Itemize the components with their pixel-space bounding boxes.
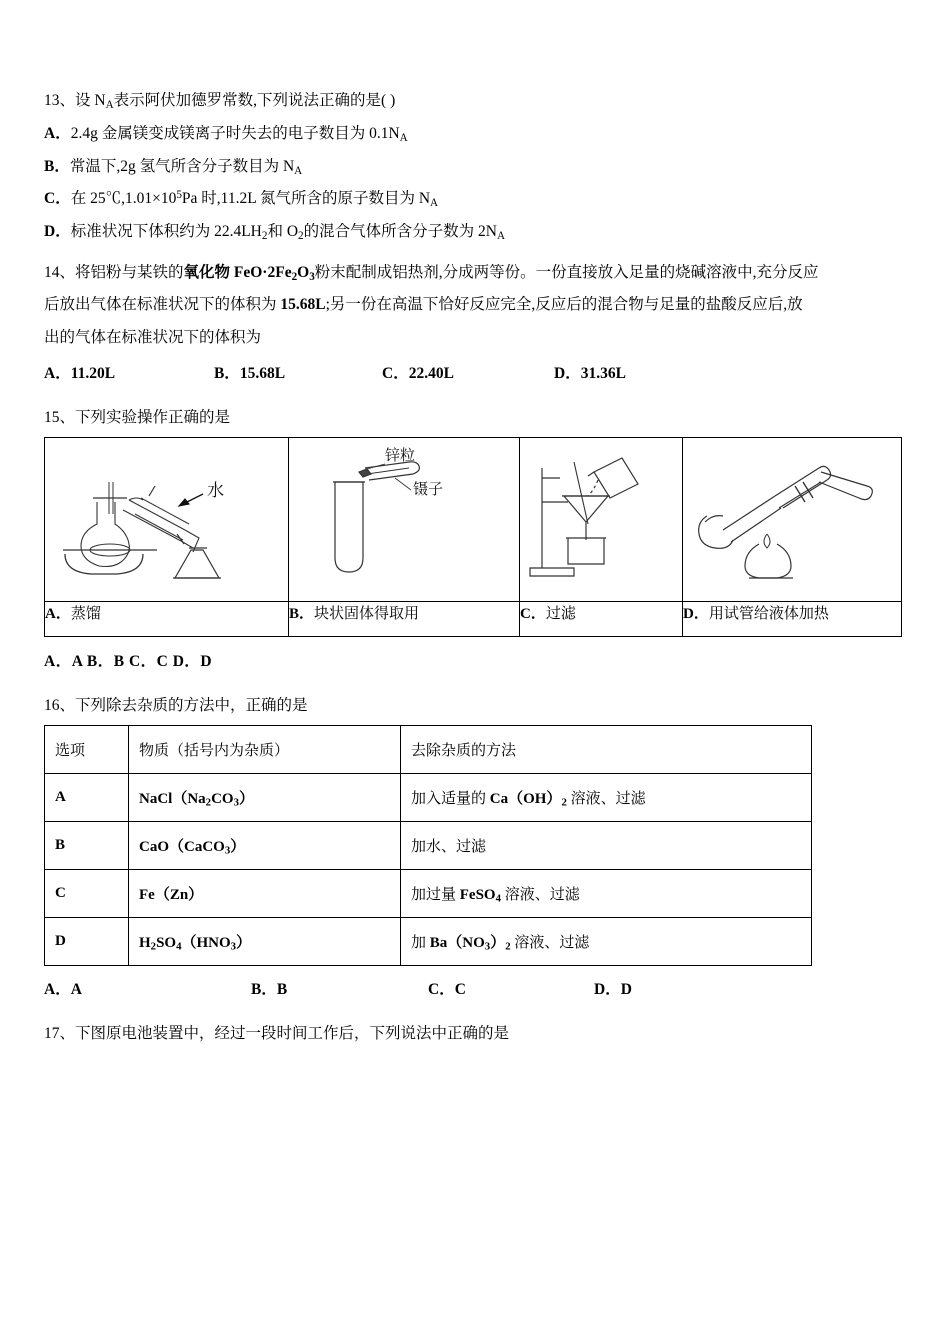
q15-answer-line: A．A B．B C．C D．D xyxy=(44,652,213,670)
q16-header-method: 去除杂质的方法 xyxy=(401,725,812,773)
q16-answers xyxy=(44,977,906,999)
water-annotation: 水 xyxy=(207,480,224,500)
q14-text-4: ;另一份在高温下恰好反应完全,反应后的混合物与足量的盐酸反应后,放 xyxy=(325,296,803,314)
q15-figure-cell-a xyxy=(45,437,289,601)
q14-text-3: 后放出气体在标准状况下的体积为 xyxy=(44,296,281,314)
table-row xyxy=(45,917,812,965)
q13-option-a-letter: A． xyxy=(44,124,71,142)
q16-table xyxy=(44,725,812,966)
q16-row-c-option: C xyxy=(45,869,129,917)
q16-row-a-option: A xyxy=(45,773,129,821)
q15-label-c xyxy=(520,601,683,636)
q15-label-row xyxy=(45,601,902,636)
q17-stem: 17、下图原电池装置中，经过一段时间工作后，下列说法中正确的是 xyxy=(44,1024,510,1042)
q14-answer-c: C．22.40L xyxy=(382,364,454,382)
q13-option-c-exp: 5 xyxy=(176,189,182,202)
q16-row-a-substance: $NaCl(Na_2CO_3)$ xyxy=(129,773,401,821)
q14-volume-value: 15.68L xyxy=(280,296,326,314)
q13-option-a-text: 2.4g 金属镁变成镁离子时失去的电子数目为 0.1N xyxy=(70,124,400,142)
q15-label-c-text: 过滤 xyxy=(545,605,576,622)
heating-testtube-figure xyxy=(683,438,901,601)
page-content xyxy=(44,88,906,1043)
table-row xyxy=(45,869,812,917)
q16-header-option: 选项 xyxy=(45,725,129,773)
q14-answer-b: B．15.68L xyxy=(214,364,286,382)
q16-row-d-option: D xyxy=(45,917,129,965)
zinc-granule-annotation: 锌粒 xyxy=(385,447,416,464)
q16-answer-c: C．C xyxy=(428,980,466,998)
q13-option-c-text-1: 在 25℃,1.01×10 xyxy=(70,190,177,208)
q15-label-a-letter: A． xyxy=(45,605,71,622)
q16-header-row xyxy=(45,725,812,773)
q15-label-b-letter: B． xyxy=(289,605,315,622)
q15-label-a-text: 蒸馏 xyxy=(70,605,101,622)
q15-label-b-text: 块状固体得取用 xyxy=(314,605,420,622)
q15-label-d-letter: D． xyxy=(683,605,709,622)
q14-line-1: 14、将铝粉与某铁的氧化物 $FeO\cdot 2Fe_2O_3$粉末配制成铝热剂,分成两等份。一份直接放入足量的烧碱溶液中,充分反应 xyxy=(44,263,819,283)
q15-label-d-text: 用试管给液体加热 xyxy=(708,605,829,622)
q14-answer-d: D．31.36L xyxy=(554,364,626,382)
q13-stem-b: 表示阿伏加德罗常数,下列说法正确的是( ) xyxy=(113,92,396,109)
q16-header-substance: 物质（括号内为杂质） xyxy=(129,725,401,773)
q14-text-1: 将铝粉与某铁的 xyxy=(75,263,184,281)
distillation-apparatus-svg xyxy=(45,438,286,601)
table-row xyxy=(45,821,812,869)
q15-figure-cell-d xyxy=(683,437,902,601)
table-row xyxy=(45,773,812,821)
q15-stem: 15、下列实验操作正确的是 xyxy=(44,408,231,426)
q16-row-d-substance: $H_2SO_4(HNO_3)$ xyxy=(129,917,401,965)
q14-line-2 xyxy=(44,290,906,320)
tweezers-testtube-svg xyxy=(289,438,517,601)
q14-answer-a: A．11.20L xyxy=(44,364,116,382)
q14-line-3 xyxy=(44,323,906,353)
q13-option-b-text: 常温下,2g 氢气所含分子数目为 N xyxy=(69,157,295,175)
q13-option-c: C．在 $25℃,1.01\times 10^5Pa$ 时,11.2L 氮气所含的原子数目为 $N_A$ xyxy=(44,189,439,210)
q16-answer-d: D．D xyxy=(594,980,632,998)
heating-testtube-svg xyxy=(683,438,903,601)
question-13-stem: 13、设 $N_A$表示阿伏加德罗常数,下列说法正确的是( ) xyxy=(44,92,396,111)
q16-row-a-method: 加入适量的 $Ca(OH)_2$ 溶液、过滤 xyxy=(401,773,812,821)
tweezers-annotation: 镊子 xyxy=(413,481,444,498)
q16-row-d-method: 加 $Ba(NO_3)_2$ 溶液、过滤 xyxy=(401,917,812,965)
q13-option-c-letter: C． xyxy=(44,190,71,208)
q13-option-d-text-1: 标准状况下体积约为 22.4LH xyxy=(70,223,262,241)
q14-formula-1: 氧化物 FeO·2Fe xyxy=(183,263,292,281)
filtration-apparatus-figure xyxy=(520,438,682,601)
q13-option-b: B．常温下,2g 氢气所含分子数目为 $N_A$ xyxy=(44,157,303,177)
q15-figure-table xyxy=(44,437,902,637)
question-15 xyxy=(44,405,906,671)
question-16 xyxy=(44,693,906,999)
q13-option-a: A．2.4g 金属镁变成镁离子时失去的电子数目为 $0.1N_A$ xyxy=(44,124,408,144)
q16-stem: 16、下列除去杂质的方法中，正确的是 xyxy=(44,696,308,714)
q13-number: 13、 xyxy=(44,92,76,109)
q16-row-b-method: 加水、过滤 xyxy=(401,821,812,869)
q16-row-c-substance: Fe（Zn） xyxy=(129,869,401,917)
q15-figure-row xyxy=(45,437,902,601)
q15-label-a xyxy=(45,601,289,636)
q15-figure-cell-c xyxy=(520,437,683,601)
q14-answers xyxy=(44,361,906,383)
q15-label-b xyxy=(289,601,520,636)
solid-handling-figure xyxy=(289,438,519,601)
q14-text-5: 出的气体在标准状况下的体积为 xyxy=(44,328,262,346)
q13-option-c-text-2: Pa 时,11.2L 氮气所含的原子数目为 N xyxy=(181,190,431,208)
q14-number: 14、 xyxy=(44,263,76,281)
q15-figure-cell-b xyxy=(289,437,520,601)
q15-label-c-letter: C． xyxy=(520,605,546,622)
filtration-svg xyxy=(520,438,680,601)
q15-label-d xyxy=(683,601,902,636)
q13-option-d: D．标准状况下体积约为 $22.4LH_2$和 $O_2$的混合气体所含分子数为 $2N_A$ xyxy=(44,223,505,242)
q13-option-b-letter: B． xyxy=(44,157,70,175)
q14-text-2: 粉末配制成铝热剂,分成两等份。一份直接放入足量的烧碱溶液中,充分反应 xyxy=(314,263,819,281)
q14-formula-2: O xyxy=(297,263,310,281)
q13-option-d-letter: D． xyxy=(44,223,71,241)
q16-row-c-method: 加过量 FeSO$_4$ 溶液、过滤 xyxy=(401,869,812,917)
q13-option-d-text-3: 的混合气体所含分子数为 2N xyxy=(303,223,497,241)
q16-answer-b: B．B xyxy=(251,980,288,998)
distillation-apparatus-figure xyxy=(45,438,288,601)
q16-answer-a: A．A xyxy=(44,980,82,998)
q13-stem-a: 设 N xyxy=(75,92,106,109)
q16-row-b-substance: CaO（CaCO$_3$） xyxy=(129,821,401,869)
q16-row-b-option: B xyxy=(45,821,129,869)
q13-option-d-text-2: 和 O xyxy=(267,223,299,241)
question-14 xyxy=(44,258,906,383)
